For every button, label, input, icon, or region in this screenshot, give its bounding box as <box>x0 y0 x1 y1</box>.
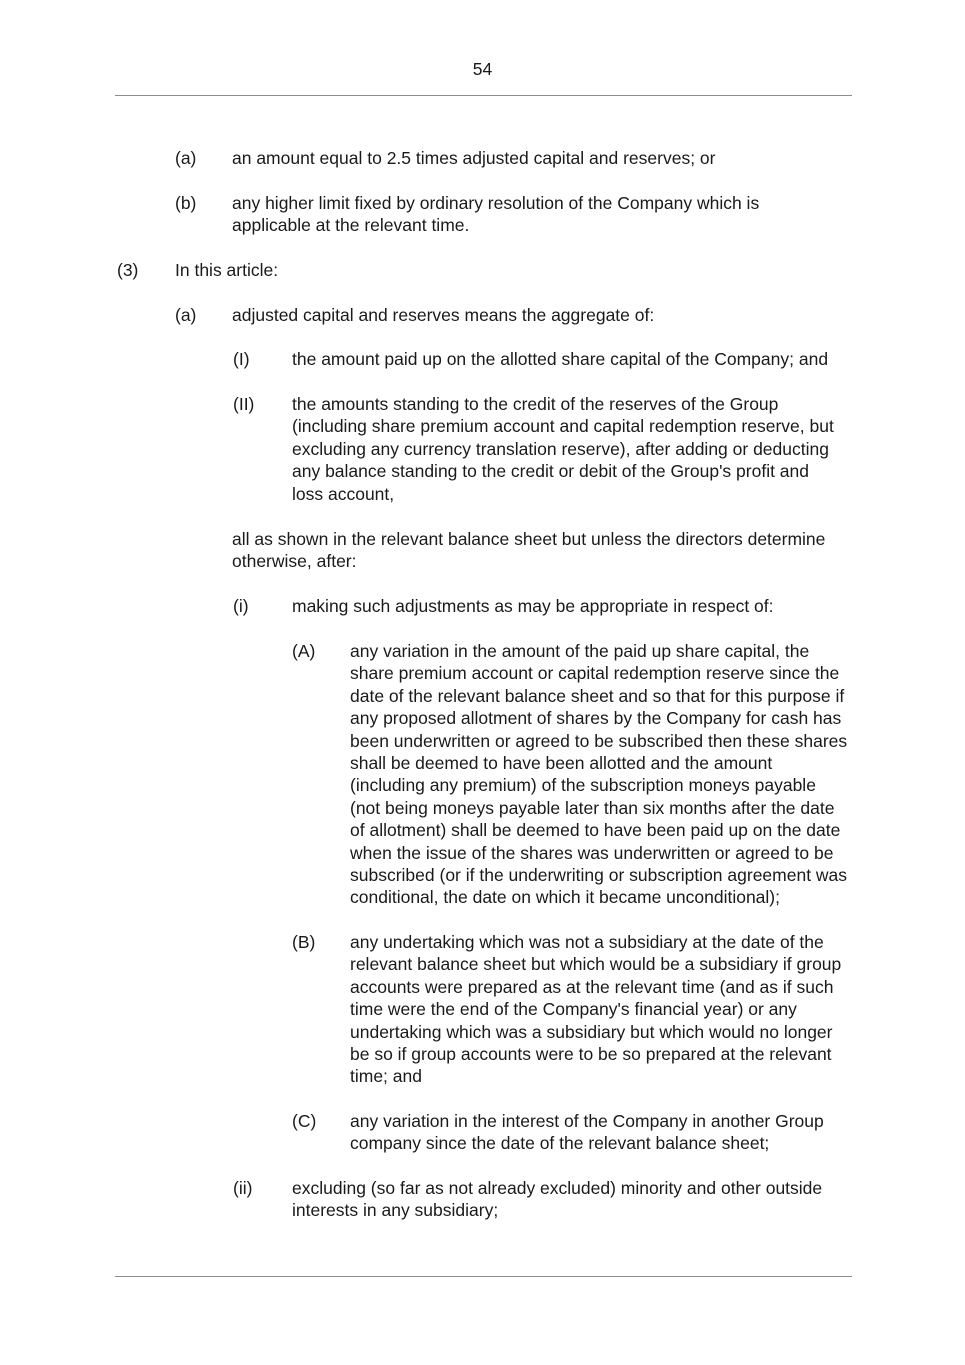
clause-label: (a) <box>175 305 197 325</box>
clause-label: (b) <box>175 193 197 213</box>
clause-label: (a) <box>175 148 197 168</box>
subclause-label: (II) <box>233 394 255 414</box>
subclause-text: making such adjustments as may be appropriate in respect of: <box>292 596 774 616</box>
paragraph-text: any variation in the interest of the Company in another Group company since the date of the relevant balance sheet; <box>350 1111 824 1154</box>
subclause-text: the amount paid up on the allotted share capital of the Company; and <box>292 349 829 369</box>
subclause-text: excluding (so far as not already excluded) minority and other outside interests in any subsidiary; <box>292 1178 823 1221</box>
header-rule <box>115 95 852 96</box>
paragraph-text: any variation in the amount of the paid up share capital, the share premium account or capital redemption reserve since the date of the relevant balance sheet and so that for this purpose if any proposed allotment of shares by the Company for cash has been underwritten or agreed to be subscribed then these shares shall be deemed to have been allotted and the amount (including any premium) of the subscription moneys payable (not being moneys payable later than six months after the date of allotment) shall be deemed to have been paid up on the date when the issue of the shares was underwritten or agreed to be subscribed (or if the underwriting or subscription agreement was conditional, the date on which it became unconditional); <box>350 641 848 908</box>
clause-text: any higher limit fixed by ordinary resolution of the Company which is applicable at the relevant time. <box>232 193 760 236</box>
paragraph-text: any undertaking which was not a subsidiary at the date of the relevant balance sheet but which would be a subsidiary if group accounts were prepared as at the relevant time (and as if such time were the end of the Company's financial year) or any undertaking which was a subsidiary but which would no longer be so if group accounts were to be so prepared at the relevant time; and <box>350 932 842 1087</box>
continuation-paragraph: all as shown in the relevant balance sheet but unless the directors determine otherwise, after: <box>232 529 826 572</box>
paragraph-label: (A) <box>292 641 316 661</box>
subclause-label: (I) <box>233 349 250 369</box>
footer-rule <box>115 1276 852 1277</box>
subclause-label: (ii) <box>233 1178 253 1198</box>
paragraph-label: (C) <box>292 1111 317 1131</box>
section-label: (3) <box>117 260 139 280</box>
clause-text: adjusted capital and reserves means the aggregate of: <box>232 305 655 325</box>
paragraph-label: (B) <box>292 932 316 952</box>
subclause-text: the amounts standing to the credit of the reserves of the Group (including share premium account and capital redemption reserve, but excluding any currency translation reserve), after adding or deducting any balance standing to the credit or debit of the Group's profit and loss account, <box>292 394 834 504</box>
section-text: In this article: <box>175 260 279 280</box>
clause-text: an amount equal to 2.5 times adjusted capital and reserves; or <box>232 148 716 168</box>
page-number: 54 <box>472 59 493 79</box>
subclause-label: (i) <box>233 596 249 616</box>
